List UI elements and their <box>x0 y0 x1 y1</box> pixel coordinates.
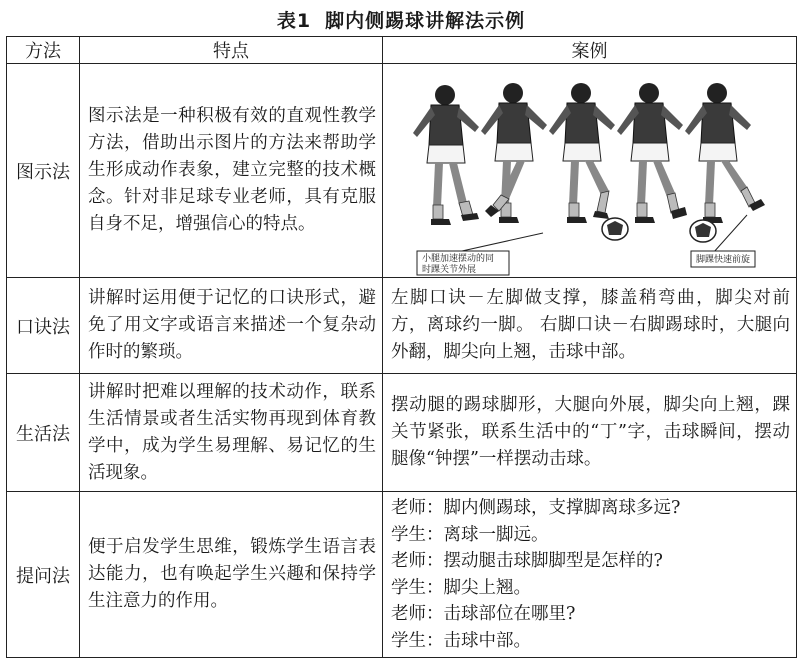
example-figure-cell <box>383 64 797 278</box>
player-figure-3 <box>549 83 615 223</box>
svg-text:时踝关节外展: 时踝关节外展 <box>422 264 477 275</box>
table-row <box>7 492 797 658</box>
example-cell: 摆动腿的踢球脚形，大腿向外展，脚尖向上翘，踝关节紧张，联系生活中的“丁”字，击球瞬间，摆动腿像“钟摆”一样摆动击球。 <box>383 374 797 492</box>
dialogue-line: 老师：击球部位在哪里? <box>391 604 576 624</box>
table-row <box>7 278 797 374</box>
table-title-text: 脚内侧踢球讲解法示例 <box>325 10 526 32</box>
feature-cell: 讲解时运用便于记忆的口诀形式，避免了用文字或语言来描述一个复杂动作时的繁琐。 <box>80 278 383 374</box>
dialogue-line: 老师：摆动腿击球脚脚型是怎样的? <box>391 551 663 571</box>
header-feature: 特点 <box>80 37 383 64</box>
player-figure-2 <box>481 83 547 223</box>
method-cell: 图示法 <box>7 64 80 278</box>
dialogue-line: 老师：脚内侧踢球，支撑脚离球多远? <box>391 498 681 518</box>
player-figure-1 <box>413 85 479 225</box>
kicking-sequence-illustration <box>383 65 795 277</box>
page-title <box>0 6 802 33</box>
figure-label-left <box>417 251 509 275</box>
dialogue-line: 学生：离球一脚远。 <box>391 524 549 545</box>
method-table <box>6 36 797 658</box>
ball-2 <box>690 220 716 242</box>
feature-cell: 图示法是一种积极有效的直观性教学方法，借助出示图片的方法来帮助学生形成动作表象，建立完整的技术概念。针对非足球专业老师，具有克服自身不足，增强信心的特点。 <box>80 64 383 278</box>
table-row <box>7 374 797 492</box>
example-dialogue-cell <box>383 492 797 658</box>
dialogue-line: 学生：脚尖上翘。 <box>391 577 531 598</box>
table-number: 表1 <box>276 10 312 32</box>
header-method: 方法 <box>7 37 80 64</box>
feature-cell: 讲解时把难以理解的技术动作，联系生活情景或者生活实物再现到体育教学中，成为学生易理解、易记忆的生活现象。 <box>80 374 383 492</box>
feature-cell: 便于启发学生思维，锻炼学生语言表达能力，也有唤起学生兴趣和保持学生注意力的作用。 <box>80 492 383 658</box>
header-row <box>7 37 797 64</box>
figure-label-right <box>691 251 755 267</box>
method-cell: 生活法 <box>7 374 80 492</box>
table-row <box>7 64 797 278</box>
example-cell: 左脚口诀－左脚做支撑，膝盖稍弯曲，脚尖对前方，离球约一脚。 右脚口诀－右脚踢球时，大腿向外翻，脚尖向上翘，击球中部。 <box>383 278 797 374</box>
dialogue-line: 学生：击球中部。 <box>391 630 531 651</box>
player-figure-5 <box>685 83 765 223</box>
method-cell: 提问法 <box>7 492 80 658</box>
player-figure-4 <box>617 83 687 223</box>
ball-1 <box>602 218 628 240</box>
header-example: 案例 <box>383 37 797 64</box>
method-cell: 口诀法 <box>7 278 80 374</box>
svg-text:脚踝快速前旋: 脚踝快速前旋 <box>696 254 751 265</box>
svg-text:小腿加速摆动的同: 小腿加速摆动的同 <box>422 253 495 264</box>
